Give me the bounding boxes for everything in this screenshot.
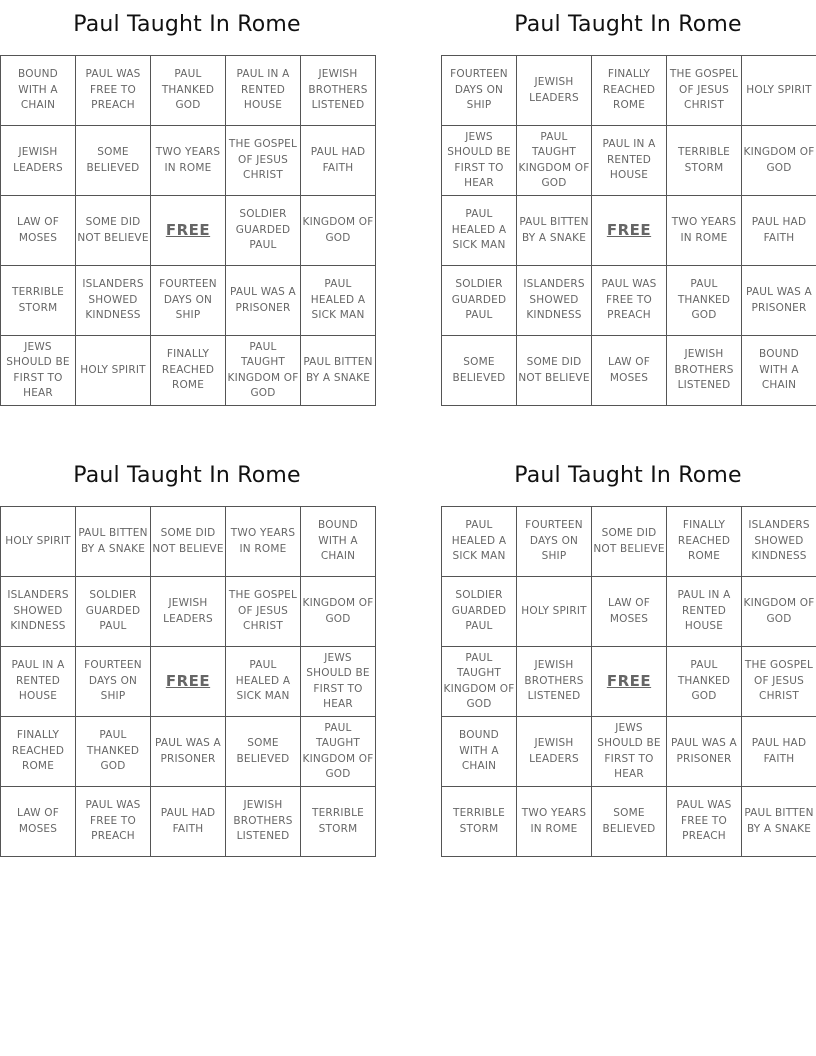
bingo-cell: PAUL TAUGHT KINGDOM OF GOD: [226, 336, 301, 406]
bingo-cell: PAUL TAUGHT KINGDOM OF GOD: [442, 647, 517, 717]
bingo-cell: SOME DID NOT BELIEVE: [151, 507, 226, 577]
bingo-cell: PAUL BITTEN BY A SNAKE: [301, 336, 376, 406]
bingo-cell: TERRIBLE STORM: [667, 126, 742, 196]
bingo-cell: JEWISH LEADERS: [517, 717, 592, 787]
card-title: Paul Taught In Rome: [73, 463, 301, 488]
bingo-cell: SOME BELIEVED: [442, 336, 517, 406]
bingo-cell: KINGDOM OF GOD: [301, 577, 376, 647]
bingo-cell: SOME DID NOT BELIEVE: [517, 336, 592, 406]
bingo-cell: PAUL BITTEN BY A SNAKE: [517, 196, 592, 266]
bingo-cell: TWO YEARS IN ROME: [517, 787, 592, 857]
bingo-cell: SOLDIER GUARDED PAUL: [226, 196, 301, 266]
bingo-cell: SOME BELIEVED: [592, 787, 667, 857]
bingo-cell: PAUL WAS FREE TO PREACH: [667, 787, 742, 857]
bingo-grid: [441, 506, 816, 857]
bingo-cell: JEWISH BROTHERS LISTENED: [301, 56, 376, 126]
bingo-cell: KINGDOM OF GOD: [742, 577, 816, 647]
bingo-cell: FINALLY REACHED ROME: [592, 56, 667, 126]
bingo-cell: FOURTEEN DAYS ON SHIP: [517, 507, 592, 577]
bingo-cell: LAW OF MOSES: [592, 336, 667, 406]
bingo-cell: KINGDOM OF GOD: [742, 126, 816, 196]
bingo-cell: JEWISH BROTHERS LISTENED: [667, 336, 742, 406]
bingo-cell: PAUL HEALED A SICK MAN: [442, 507, 517, 577]
bingo-cell: PAUL IN A RENTED HOUSE: [1, 647, 76, 717]
bingo-cell: PAUL WAS A PRISONER: [742, 266, 816, 336]
bingo-cell: BOUND WITH A CHAIN: [1, 56, 76, 126]
bingo-cell: PAUL IN A RENTED HOUSE: [592, 126, 667, 196]
bingo-cell: ISLANDERS SHOWED KINDNESS: [76, 266, 151, 336]
card-title: Paul Taught In Rome: [514, 12, 742, 37]
bingo-cell: JEWISH LEADERS: [517, 56, 592, 126]
bingo-cell: HOLY SPIRIT: [517, 577, 592, 647]
bingo-cell: TWO YEARS IN ROME: [226, 507, 301, 577]
bingo-cell: TWO YEARS IN ROME: [151, 126, 226, 196]
bingo-cell: FINALLY REACHED ROME: [151, 336, 226, 406]
free-space: FREE: [151, 196, 226, 266]
bingo-grid: [0, 55, 376, 406]
bingo-cell: JEWISH BROTHERS LISTENED: [226, 787, 301, 857]
bingo-cell: PAUL WAS A PRISONER: [151, 717, 226, 787]
bingo-cell: ISLANDERS SHOWED KINDNESS: [742, 507, 816, 577]
bingo-cell: JEWS SHOULD BE FIRST TO HEAR: [442, 126, 517, 196]
bingo-cell: TERRIBLE STORM: [1, 266, 76, 336]
bingo-cell: FINALLY REACHED ROME: [667, 507, 742, 577]
bingo-cell: PAUL WAS FREE TO PREACH: [592, 266, 667, 336]
bingo-cell: PAUL HAD FAITH: [151, 787, 226, 857]
bingo-cell: PAUL THANKED GOD: [76, 717, 151, 787]
bingo-cell: FOURTEEN DAYS ON SHIP: [442, 56, 517, 126]
bingo-cell: JEWISH BROTHERS LISTENED: [517, 647, 592, 717]
bingo-cell: PAUL TAUGHT KINGDOM OF GOD: [301, 717, 376, 787]
bingo-cell: JEWS SHOULD BE FIRST TO HEAR: [592, 717, 667, 787]
bingo-cell: THE GOSPEL OF JESUS CHRIST: [226, 126, 301, 196]
bingo-cell: PAUL IN A RENTED HOUSE: [226, 56, 301, 126]
bingo-cell: PAUL HEALED A SICK MAN: [442, 196, 517, 266]
card-title: Paul Taught In Rome: [73, 12, 301, 37]
bingo-cell: PAUL HAD FAITH: [742, 717, 816, 787]
bingo-cell: PAUL BITTEN BY A SNAKE: [742, 787, 816, 857]
bingo-cell: BOUND WITH A CHAIN: [742, 336, 816, 406]
bingo-cell: HOLY SPIRIT: [742, 56, 816, 126]
bingo-cell: TERRIBLE STORM: [301, 787, 376, 857]
bingo-cell: TERRIBLE STORM: [442, 787, 517, 857]
bingo-cell: PAUL IN A RENTED HOUSE: [667, 577, 742, 647]
bingo-cell: ISLANDERS SHOWED KINDNESS: [1, 577, 76, 647]
bingo-cell: PAUL WAS A PRISONER: [667, 717, 742, 787]
bingo-cell: HOLY SPIRIT: [76, 336, 151, 406]
bingo-cell: PAUL HAD FAITH: [742, 196, 816, 266]
bingo-cell: PAUL HAD FAITH: [301, 126, 376, 196]
bingo-cell: THE GOSPEL OF JESUS CHRIST: [667, 56, 742, 126]
bingo-cell: TWO YEARS IN ROME: [667, 196, 742, 266]
bingo-cell: PAUL THANKED GOD: [667, 266, 742, 336]
bingo-cell: LAW OF MOSES: [1, 196, 76, 266]
bingo-cell: PAUL WAS A PRISONER: [226, 266, 301, 336]
bingo-cell: THE GOSPEL OF JESUS CHRIST: [226, 577, 301, 647]
bingo-cell: LAW OF MOSES: [1, 787, 76, 857]
bingo-cell: PAUL WAS FREE TO PREACH: [76, 787, 151, 857]
bingo-cell: THE GOSPEL OF JESUS CHRIST: [742, 647, 816, 717]
bingo-cell: SOLDIER GUARDED PAUL: [442, 266, 517, 336]
bingo-cell: JEWS SHOULD BE FIRST TO HEAR: [301, 647, 376, 717]
bingo-cell: BOUND WITH A CHAIN: [301, 507, 376, 577]
bingo-cell: PAUL THANKED GOD: [667, 647, 742, 717]
bingo-cell: ISLANDERS SHOWED KINDNESS: [517, 266, 592, 336]
bingo-cell: PAUL WAS FREE TO PREACH: [76, 56, 151, 126]
bingo-cell: KINGDOM OF GOD: [301, 196, 376, 266]
bingo-cell: JEWS SHOULD BE FIRST TO HEAR: [1, 336, 76, 406]
bingo-cell: SOME BELIEVED: [226, 717, 301, 787]
bingo-cell: SOME DID NOT BELIEVE: [76, 196, 151, 266]
free-space: FREE: [151, 647, 226, 717]
bingo-cell: SOLDIER GUARDED PAUL: [76, 577, 151, 647]
bingo-cell: PAUL BITTEN BY A SNAKE: [76, 507, 151, 577]
bingo-grid: [0, 506, 376, 857]
bingo-cell: SOLDIER GUARDED PAUL: [442, 577, 517, 647]
bingo-grid: [441, 55, 816, 406]
free-space: FREE: [592, 647, 667, 717]
bingo-cell: FOURTEEN DAYS ON SHIP: [151, 266, 226, 336]
bingo-cell: JEWISH LEADERS: [151, 577, 226, 647]
bingo-cell: SOME DID NOT BELIEVE: [592, 507, 667, 577]
bingo-cell: LAW OF MOSES: [592, 577, 667, 647]
bingo-cell: JEWISH LEADERS: [1, 126, 76, 196]
bingo-cell: PAUL THANKED GOD: [151, 56, 226, 126]
free-space: FREE: [592, 196, 667, 266]
bingo-cell: FINALLY REACHED ROME: [1, 717, 76, 787]
bingo-cell: PAUL HEALED A SICK MAN: [301, 266, 376, 336]
card-title: Paul Taught In Rome: [514, 463, 742, 488]
bingo-cell: SOME BELIEVED: [76, 126, 151, 196]
bingo-cell: FOURTEEN DAYS ON SHIP: [76, 647, 151, 717]
bingo-cell: HOLY SPIRIT: [1, 507, 76, 577]
bingo-cell: BOUND WITH A CHAIN: [442, 717, 517, 787]
bingo-cell: PAUL TAUGHT KINGDOM OF GOD: [517, 126, 592, 196]
bingo-cell: PAUL HEALED A SICK MAN: [226, 647, 301, 717]
